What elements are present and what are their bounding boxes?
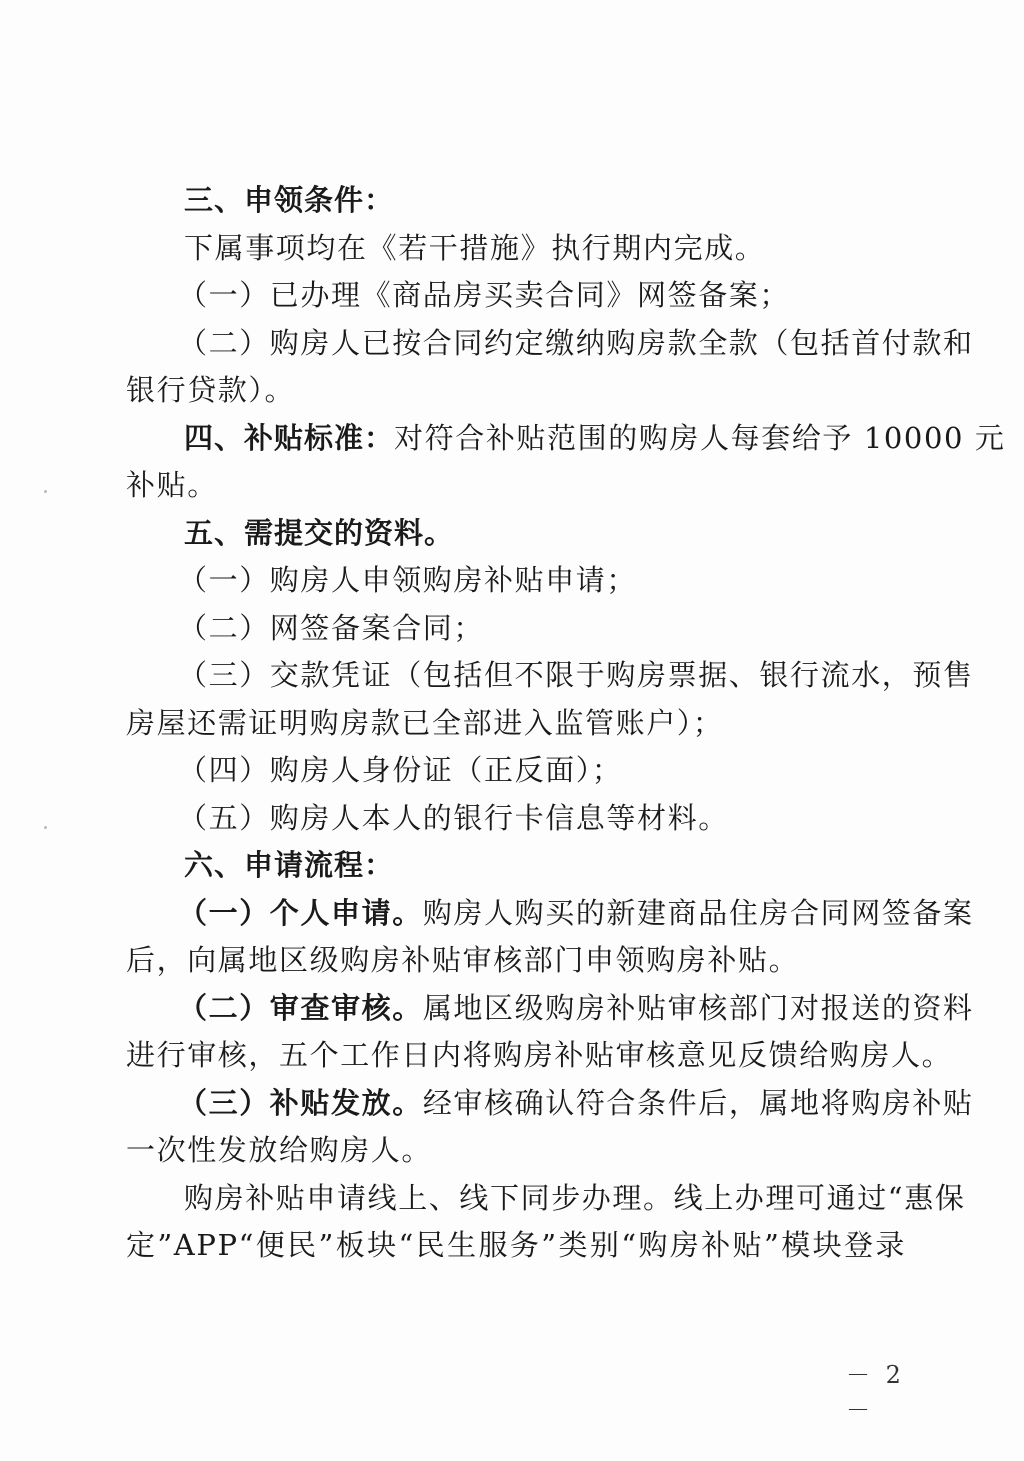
list-item-line: （一）购房人申领购房补贴申请； xyxy=(178,563,638,597)
paragraph-text: 属地区级购房补贴审核部门对报送的资料 xyxy=(422,990,974,1025)
process-step-label: （一）个人申请。 xyxy=(178,895,423,930)
section-heading-process: 六、申请流程： xyxy=(184,848,395,882)
list-item-line: （四）购房人身份证（正反面）； xyxy=(178,753,623,787)
process-step-line xyxy=(126,985,974,1033)
document-body xyxy=(126,177,1006,1270)
list-item-line: （三）交款凭证（包括但不限于购房票据、银行流水，预售 xyxy=(178,658,974,692)
scan-speck xyxy=(44,490,47,493)
paragraph-line: 下属事项均在《若干措施》执行期内完成。 xyxy=(184,230,766,265)
paragraph-line: 房屋还需证明购房款已全部进入监管账户）； xyxy=(126,705,724,740)
process-step-line xyxy=(126,890,974,938)
paragraph-text: 经审核确认符合条件后，属地将购房补贴 xyxy=(422,1085,974,1120)
section-heading-standard xyxy=(126,415,1006,463)
paragraph-text: 购房人购买的新建商品住房合同网签备案 xyxy=(422,895,974,930)
list-item-line: （二）购房人已按合同约定缴纳购房款全款（包括首付款和 xyxy=(178,325,974,360)
process-step-label: （三）补贴发放。 xyxy=(178,1085,423,1120)
paragraph-line: 后，向属地区级购房补贴审核部门申领购房补贴。 xyxy=(126,943,800,977)
list-item-line: （五）购房人本人的银行卡信息等材料。 xyxy=(178,800,729,835)
section-heading-conditions: 三、申领条件： xyxy=(184,183,395,217)
paragraph-line: 银行贷款）。 xyxy=(126,373,296,407)
page-number: － 2 － xyxy=(846,1361,905,1424)
paragraph-line: 进行审核，五个工作日内将购房补贴审核意见反馈给购房人。 xyxy=(126,1038,953,1072)
paragraph-line: 定”APP“便民”板块“民生服务”类别“购房补贴”模块登录 xyxy=(126,1228,906,1262)
paragraph-line: 补贴。 xyxy=(126,468,218,502)
scan-speck xyxy=(44,826,47,829)
process-step-label: （二）审查审核。 xyxy=(178,990,423,1025)
paragraph-text: 对符合补贴范围的购房人每套给予 10000 元 xyxy=(394,420,1006,455)
section-heading-materials: 五、需提交的资料。 xyxy=(184,515,455,550)
paragraph-line: 一次性发放给购房人。 xyxy=(126,1133,433,1167)
list-item-line: （一）已办理《商品房买卖合同》网签备案； xyxy=(178,278,791,312)
list-item-line: （二）网签备案合同； xyxy=(178,610,485,645)
process-step-line xyxy=(126,1080,974,1128)
section-heading-label: 四、补贴标准： xyxy=(184,420,395,455)
paragraph-line: 购房补贴申请线上、线下同步办理。线上办理可通过“惠保 xyxy=(184,1180,966,1215)
